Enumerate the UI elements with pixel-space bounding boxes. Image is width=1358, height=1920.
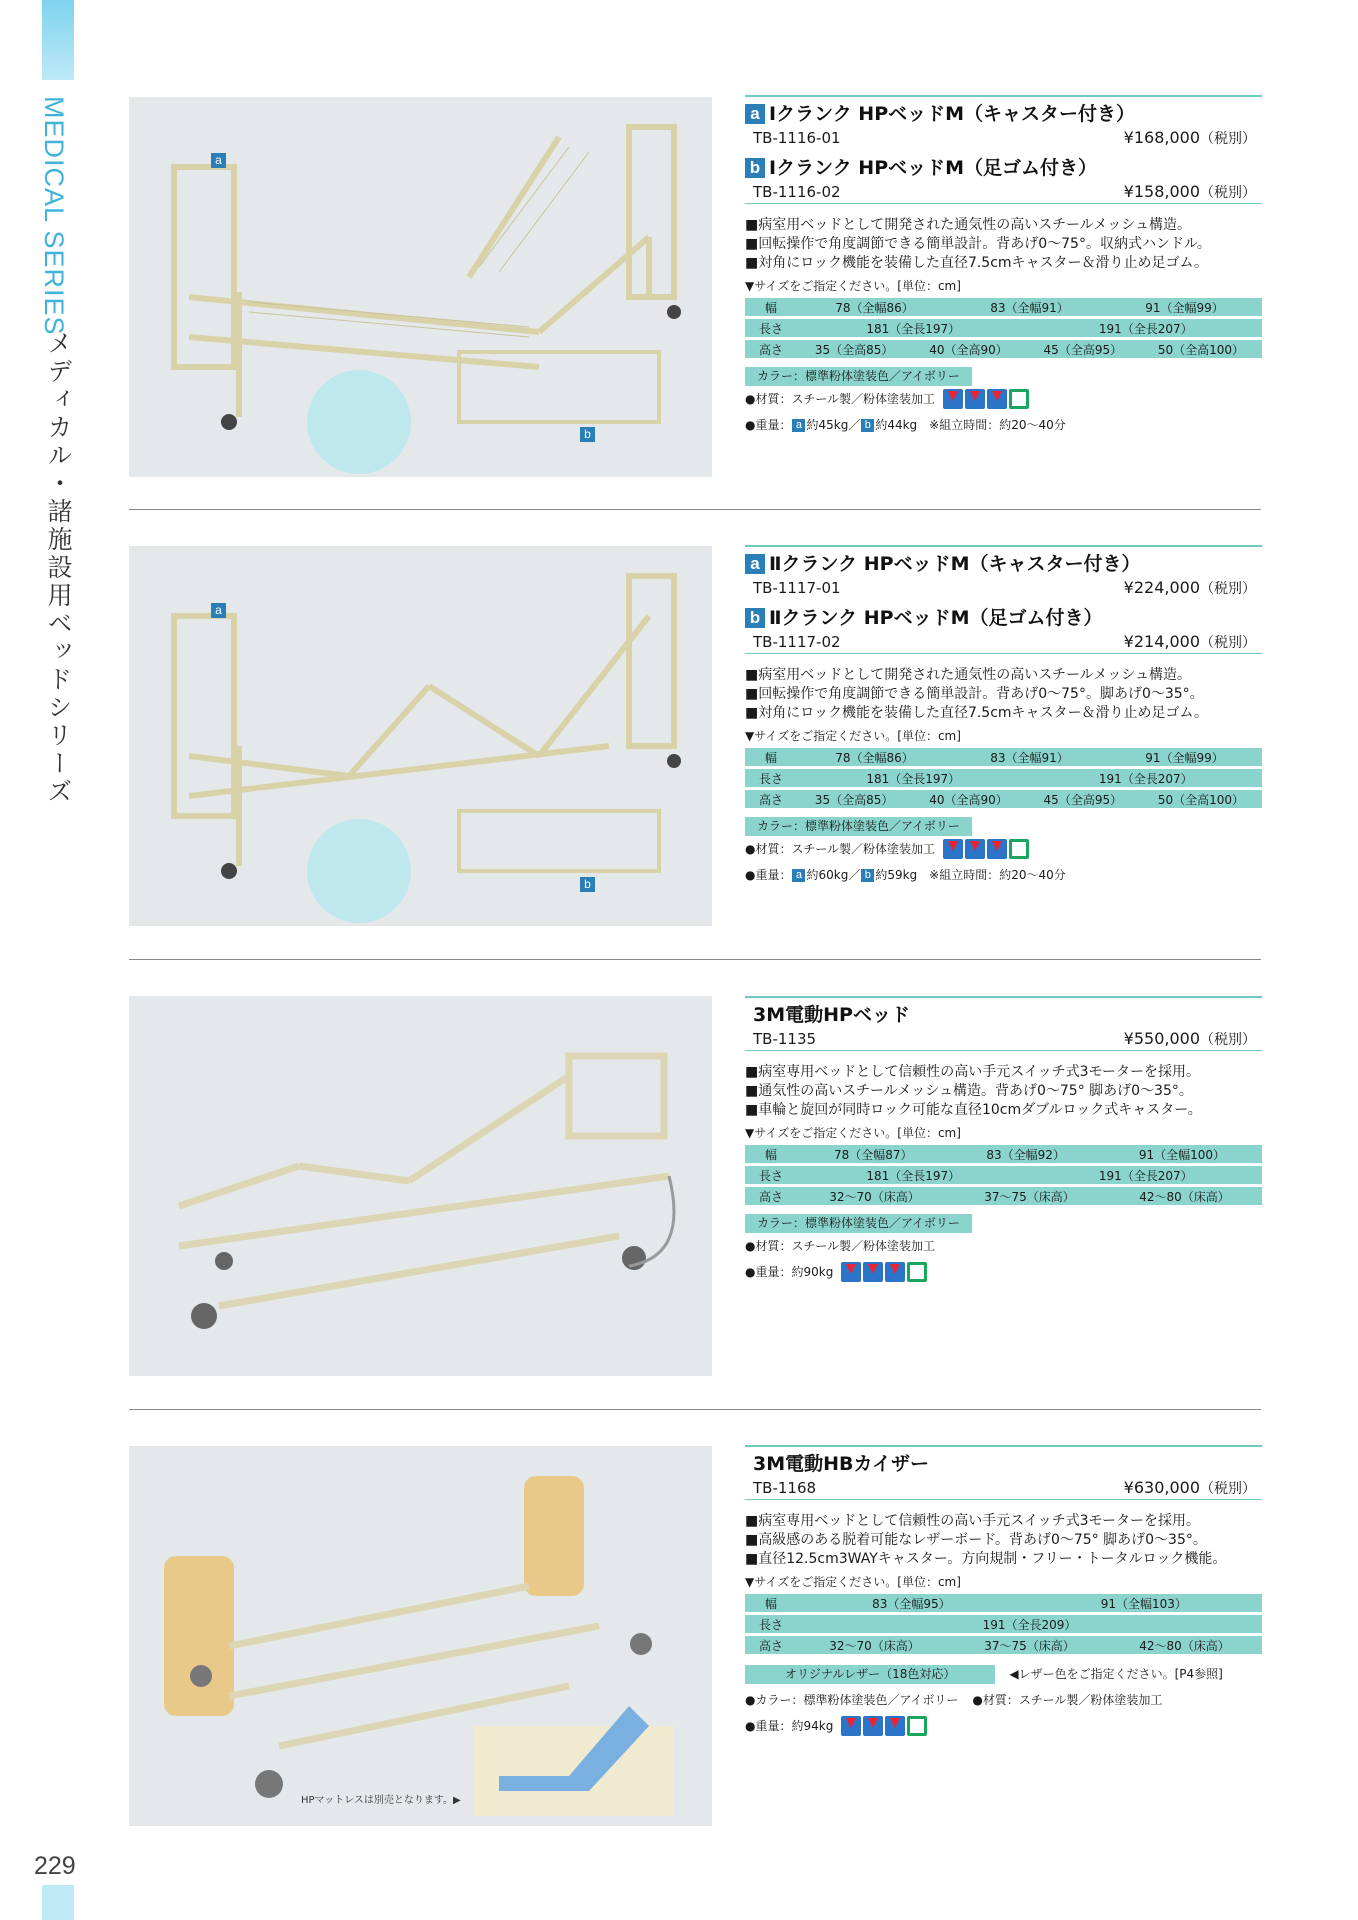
product-description: [745, 666, 1262, 723]
spec-row-length: [745, 769, 1262, 787]
series-title-jp: メディカル・諸施設用ベッドシリーズ: [44, 330, 73, 806]
spec-value: 83（全幅95）: [872, 1596, 951, 1611]
side-color-bar: [42, 0, 74, 80]
spec-row-length: [745, 1615, 1262, 1633]
product-info: [745, 1445, 1262, 1739]
spec-value: 181（全長197）: [866, 1168, 961, 1183]
description-line: ■通気性の高いスチールメッシュ構造。背あげ0〜75° 脚あげ0〜35°。: [745, 1083, 1193, 1099]
spec-value: 91（全幅100）: [1138, 1147, 1226, 1162]
description-line: ■車輪と旋回が同時ロック可能な直径10cmダブルロック式キャスター。: [745, 1102, 1202, 1118]
size-note: ▼サイズをご指定ください。[単位：cm]: [745, 1575, 961, 1589]
product-info: [745, 95, 1262, 438]
tax-note: （税別）: [1200, 1481, 1256, 1497]
service-icons: [841, 1716, 927, 1736]
description-line: ■対角にロック機能を装備した直径7.5cmキャスター＆滑り止め足ゴム。: [745, 705, 1208, 721]
product-code: TB-1117-02: [753, 633, 841, 651]
spec-row-height: [745, 790, 1262, 808]
material-line: [745, 836, 1262, 862]
spec-table: [745, 745, 1262, 811]
description-line: ■病室専用ベッドとして信頼性の高い手元スイッチ式3モーターを採用。: [745, 1064, 1201, 1080]
spec-row-width: [745, 298, 1262, 316]
spec-row-width: [745, 748, 1262, 766]
product-code: TB-1168: [753, 1479, 817, 1497]
weight-a: 約60kg／: [806, 868, 861, 882]
spec-value: 35（全高85）: [814, 792, 894, 807]
product-name: Ⅰクランク HPベッドM（足ゴム付き）: [769, 157, 1098, 179]
spec-value: 91（全幅103）: [1100, 1596, 1187, 1611]
product-photo: [129, 1446, 712, 1826]
delivery-icon: [987, 839, 1007, 859]
description-line: ■対角にロック機能を装備した直径7.5cmキャスター＆滑り止め足ゴム。: [745, 255, 1208, 271]
variant-badge: a: [745, 104, 765, 124]
description-line: ■回転操作で角度調節できる簡単設計。背あげ0〜75°。収納式ハンドル。: [745, 236, 1211, 252]
delivery-icon: [841, 1262, 861, 1282]
product-price: ¥550,000: [1123, 1029, 1200, 1048]
product-description: [745, 216, 1262, 273]
leather-note: ◀レザー色をご指定ください。[P4参照]: [1009, 1667, 1223, 1681]
weight-a: 約45kg／: [806, 418, 861, 432]
product-title-block: [745, 545, 1262, 654]
tax-note: （税別）: [1200, 581, 1256, 597]
series-title-en: MEDICAL SERIES: [39, 96, 69, 336]
leather-label: オリジナルレザー（18色対応）: [745, 1665, 995, 1684]
spec-value: 37〜75（床高）: [984, 1189, 1075, 1204]
spec-value: 181（全長197）: [866, 771, 961, 786]
spec-value: 32〜70（床高）: [829, 1638, 920, 1653]
delivery-icon: [863, 1716, 883, 1736]
tax-note: （税別）: [1200, 131, 1256, 147]
variant-badge: a: [745, 554, 765, 574]
weight-b: 約59kg: [875, 868, 918, 882]
spec-label: 幅: [745, 1594, 797, 1612]
spec-value: 83（全幅92）: [986, 1147, 1065, 1162]
delivery-icon: [987, 389, 1007, 409]
weight-label: ●重量：: [745, 868, 792, 882]
product-price: ¥214,000: [1123, 632, 1200, 651]
assembly-icon: [907, 1716, 927, 1736]
variant-badge: b: [745, 608, 765, 628]
spec-row-length: [745, 319, 1262, 337]
spec-label: 長さ: [745, 319, 797, 337]
section-divider: [129, 509, 1261, 510]
description-line: ■高級感のある脱着可能なレザーボード。背あげ0〜75° 脚あげ0〜35°。: [745, 1532, 1207, 1548]
spec-label: 幅: [745, 748, 797, 766]
delivery-icon: [841, 1716, 861, 1736]
electric-bed-illustration: [129, 996, 712, 1376]
delivery-icon: [965, 389, 985, 409]
product-price: ¥630,000: [1123, 1478, 1200, 1497]
spec-row-width: [745, 1145, 1262, 1163]
tax-note: （税別）: [1200, 185, 1256, 201]
product-name: Ⅱクランク HPベッドM（キャスター付き）: [769, 553, 1141, 575]
weight-line: [745, 1259, 1262, 1285]
delivery-icon: [885, 1262, 905, 1282]
spec-value: 37〜75（床高）: [984, 1638, 1075, 1653]
spec-value: 181（全長197）: [866, 321, 961, 336]
product-photo: [129, 546, 712, 926]
spec-label: 長さ: [745, 1166, 797, 1184]
spec-row-height: [745, 340, 1262, 358]
spec-value: 42〜80（床高）: [1139, 1189, 1230, 1204]
color-label: カラー：標準粉体塗装色／アイボリー: [745, 367, 972, 386]
assembly-icon: [1009, 389, 1029, 409]
spec-label: 幅: [745, 298, 797, 316]
delivery-icon: [885, 1716, 905, 1736]
spec-value: 78（全幅86）: [835, 300, 914, 315]
assembly-time: ※組立時間：約20〜40分: [929, 418, 1066, 432]
description-line: ■病室専用ベッドとして信頼性の高い手元スイッチ式3モーターを採用。: [745, 1513, 1201, 1529]
weight-line: [745, 412, 1262, 438]
color-text: ●カラー：標準粉体塗装色／アイボリー: [745, 1693, 959, 1707]
product-price: ¥224,000: [1123, 578, 1200, 597]
photo-note: HPマットレスは別売となります。▶: [301, 1795, 461, 1806]
product-photo: [129, 97, 712, 477]
product-name: Ⅱクランク HPベッドM（足ゴム付き）: [769, 607, 1103, 629]
spec-label: 長さ: [745, 769, 797, 787]
weight-b: 約44kg: [875, 418, 918, 432]
size-note: ▼サイズをご指定ください。[単位：cm]: [745, 1126, 961, 1140]
delivery-icon: [943, 839, 963, 859]
photo-tag-a: a: [211, 153, 226, 168]
product-code: TB-1116-01: [753, 129, 841, 147]
spec-label: 長さ: [745, 1615, 797, 1633]
spec-row-height: [745, 1187, 1262, 1205]
spec-value: 35（全高85）: [814, 342, 894, 357]
spec-row-width: [745, 1594, 1262, 1612]
product-name: Ⅰクランク HPベッドM（キャスター付き）: [769, 103, 1136, 125]
product-title-block: [745, 95, 1262, 204]
spec-label: 幅: [745, 1145, 797, 1163]
product-price: ¥168,000: [1123, 128, 1200, 147]
product-price: ¥158,000: [1123, 182, 1200, 201]
service-icons: [943, 839, 1029, 859]
spec-value: 32〜70（床高）: [829, 1189, 920, 1204]
delivery-icon: [863, 1262, 883, 1282]
color-material-line: [745, 1687, 1262, 1713]
spec-value: 42〜80（床高）: [1139, 1638, 1230, 1653]
leather-line: [745, 1661, 1262, 1687]
spec-value: 191（全長207）: [1098, 771, 1193, 786]
product-name: 3M電動HPベッド: [753, 1004, 910, 1026]
size-note: ▼サイズをご指定ください。[単位：cm]: [745, 729, 961, 743]
weight-text: ●重量：約90kg: [745, 1265, 834, 1279]
product-title-block: [745, 996, 1262, 1051]
service-icons: [841, 1262, 927, 1282]
weight-badge-a: a: [792, 869, 805, 882]
spec-table: [745, 1142, 1262, 1208]
spec-value: 191（全長207）: [1098, 1168, 1193, 1183]
product-title-block: [745, 1445, 1262, 1500]
spec-value: 45（全高95）: [1043, 792, 1123, 807]
weight-badge-a: a: [792, 419, 805, 432]
weight-badge-b: b: [861, 419, 874, 432]
kaiser-bed-illustration: [129, 1446, 712, 1826]
product-info: [745, 545, 1262, 888]
spec-label: 高さ: [745, 340, 797, 358]
material-line: ●材質：スチール製／粉体塗装加工: [745, 1239, 935, 1253]
photo-tag-a: a: [211, 603, 226, 618]
section-divider: [129, 959, 1261, 960]
description-line: ■直径12.5cm3WAYキャスター。方向規制・フリー・トータルロック機能。: [745, 1551, 1227, 1567]
photo-tag-b: b: [580, 427, 595, 442]
material-text: ●材質：スチール製／粉体塗装加工: [745, 392, 935, 406]
description-line: ■病室用ベッドとして開発された通気性の高いスチールメッシュ構造。: [745, 217, 1191, 233]
material-text: ●材質：スチール製／粉体塗装加工: [972, 1693, 1163, 1707]
color-label: カラー：標準粉体塗装色／アイボリー: [745, 817, 972, 836]
material-line: [745, 386, 1262, 412]
description-line: ■病室用ベッドとして開発された通気性の高いスチールメッシュ構造。: [745, 667, 1191, 683]
spec-value: 83（全幅91）: [990, 750, 1069, 765]
spec-value: 45（全高95）: [1043, 342, 1123, 357]
weight-line: [745, 862, 1262, 888]
spec-row-height: [745, 1636, 1262, 1654]
spec-value: 191（全長209）: [982, 1617, 1077, 1632]
service-icons: [943, 389, 1029, 409]
product-photo: [129, 996, 712, 1376]
product-code: TB-1116-02: [753, 183, 841, 201]
spec-label: 高さ: [745, 790, 797, 808]
spec-label: 高さ: [745, 1187, 797, 1205]
spec-value: 50（全高100）: [1157, 342, 1245, 357]
spec-value: 78（全幅86）: [835, 750, 914, 765]
product-info: [745, 996, 1262, 1285]
assembly-time: ※組立時間：約20〜40分: [929, 868, 1066, 882]
side-color-bar-bottom: [42, 1885, 74, 1920]
weight-line: [745, 1713, 1262, 1739]
spec-value: 40（全高90）: [929, 792, 1008, 807]
delivery-icon: [965, 839, 985, 859]
weight-text: ●重量：約94kg: [745, 1719, 834, 1733]
spec-table: [745, 295, 1262, 361]
assembly-icon: [907, 1262, 927, 1282]
spec-value: 83（全幅91）: [990, 300, 1069, 315]
spec-label: 高さ: [745, 1636, 797, 1654]
weight-label: ●重量：: [745, 418, 792, 432]
product-code: TB-1117-01: [753, 579, 841, 597]
tax-note: （税別）: [1200, 635, 1256, 651]
spec-value: 91（全幅99）: [1145, 300, 1224, 315]
tax-note: （税別）: [1200, 1032, 1256, 1048]
material-text: ●材質：スチール製／粉体塗装加工: [745, 842, 935, 856]
product-name: 3M電動HBカイザー: [753, 1453, 929, 1475]
assembly-icon: [1009, 839, 1029, 859]
spec-value: 191（全長207）: [1098, 321, 1193, 336]
color-label: カラー：標準粉体塗装色／アイボリー: [745, 1214, 972, 1233]
product-description: [745, 1512, 1262, 1569]
description-line: ■回転操作で角度調節できる簡単設計。背あげ0〜75°。脚あげ0〜35°。: [745, 686, 1204, 702]
spec-value: 78（全幅87）: [833, 1147, 913, 1162]
spec-value: 50（全高100）: [1157, 792, 1245, 807]
delivery-icon: [943, 389, 963, 409]
spec-value: 40（全高90）: [929, 342, 1008, 357]
photo-tag-b: b: [580, 877, 595, 892]
page-number: 229: [34, 1852, 76, 1880]
product-code: TB-1135: [753, 1030, 817, 1048]
spec-table: [745, 1591, 1262, 1657]
size-note: ▼サイズをご指定ください。[単位：cm]: [745, 279, 961, 293]
variant-badge: b: [745, 158, 765, 178]
product-description: [745, 1063, 1262, 1120]
spec-row-length: [745, 1166, 1262, 1184]
weight-badge-b: b: [861, 869, 874, 882]
spec-value: 91（全幅99）: [1145, 750, 1224, 765]
section-divider: [129, 1409, 1261, 1410]
